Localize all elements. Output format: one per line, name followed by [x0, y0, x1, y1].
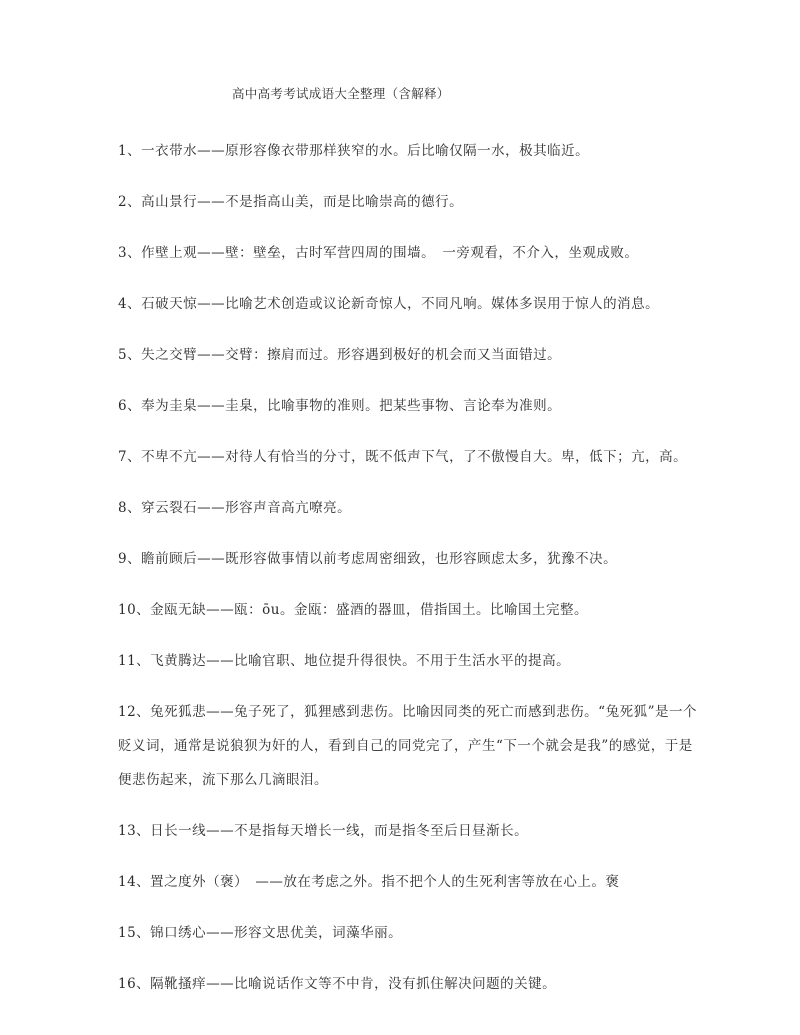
idiom-entry-2: 2、高山景行——不是指高山美，而是比喻崇高的德行。 — [118, 194, 464, 210]
idiom-entry-13: 13、日长一线——不是指每天增长一线，而是指冬至后日昼渐长。 — [118, 823, 529, 839]
idiom-entry-12: 12、兔死狐悲——兔子死了，狐狸感到悲伤。比喻因同类的死亡而感到悲伤。“兔死狐”是一个贬义词，通常是说狼狈为奸的人，看到自己的同党完了，产生“下一个就会是我”的感觉，于是便悲伤起来，流下那么几滴眼泪。 — [118, 704, 697, 788]
idiom-entry-1: 1、一衣带水——原形容像衣带那样狭窄的水。后比喻仅隔一水，极其临近。 — [118, 143, 590, 159]
idiom-entry-10: 10、金瓯无缺——瓯：ōu。金瓯：盛酒的器皿，借指国土。比喻国土完整。 — [118, 602, 588, 618]
idiom-entry-9: 9、瞻前顾后——既形容做事情以前考虑周密细致，也形容顾虑太多，犹豫不决。 — [118, 551, 618, 567]
idiom-entry-4: 4、石破天惊——比喻艺术创造或议论新奇惊人，不同凡响。媒体多误用于惊人的消息。 — [118, 296, 660, 312]
idiom-entry-7: 7、不卑不亢——对待人有恰当的分寸，既不低声下气，了不傲慢自大。卑，低下；亢，高。 — [118, 449, 688, 465]
idiom-entry-15: 15、锦口绣心——形容文思优美，词藻华丽。 — [118, 925, 403, 941]
idiom-entry-8: 8、穿云裂石——形容声音高亢嘹亮。 — [118, 500, 352, 516]
idiom-entry-5: 5、失之交臂——交臂：擦肩而过。形容遇到极好的机会而又当面错过。 — [118, 347, 562, 363]
idiom-entry-14: 14、置之度外（褒） ——放在考虑之外。指不把个人的生死利害等放在心上。褒 — [118, 874, 620, 890]
idiom-entry-3: 3、作壁上观——壁：壁垒，古时军营四周的围墙。 一旁观看，不介入，坐观成败。 — [118, 245, 639, 261]
idiom-entry-6: 6、奉为圭臬——圭臬，比喻事物的准则。把某些事物、言论奉为准则。 — [118, 398, 562, 414]
idiom-entry-16: 16、隔靴搔痒——比喻说话作文等不中肯，没有抓住解决问题的关键。 — [118, 976, 557, 992]
idiom-list — [118, 134, 698, 1018]
idiom-entry-11: 11、飞黄腾达——比喻官职、地位提升得很快。不用于生活水平的提高。 — [118, 653, 571, 669]
document-title: 高中高考考试成语大全整理（含解释） — [232, 86, 450, 101]
